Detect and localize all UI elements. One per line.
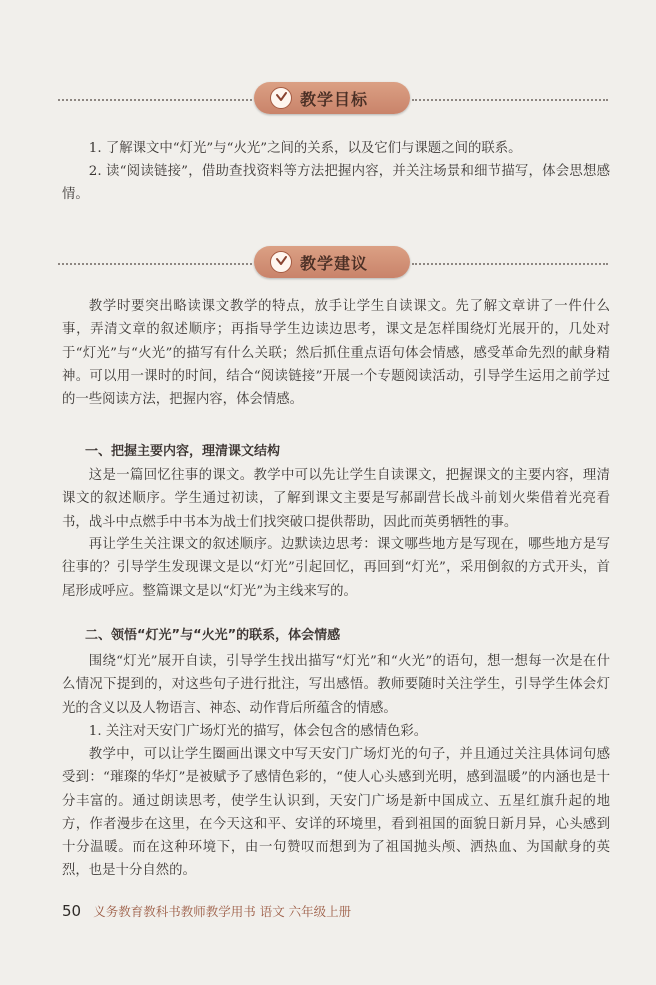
- part2-paragraph: 围绕“灯光”展开自读，引导学生找出描写“灯光”和“火光”的语句，想一想每一次是在什么情况下提到的，对这些句子进行批注，写出感悟。教师要随时关注学生，引导学生体会灯光的含义以及人物语言、神态、动作背后所蕴含的情感。: [62, 654, 610, 716]
- part2-paragraph: 教学中，可以让学生圈画出课文中写天安门广场灯光的句子，并且通过关注具体词句感受到：“璀璨的华灯”是被赋予了感情色彩的，“使人心头感到光明，感到温暖”的内涵也是十分丰富的。通过朗读思考，使学生认识到，天安门广场是新中国成立、五星红旗升起的地方，作者漫步在这里，在今天这和平、安详的环境里，看到祖国的面貌日新月异，心头感到十分温暖。而在这种环境下，由一句赞叹而想到为了祖国抛头颅、洒热血、为国献身的英烈，也是十分自然的。: [62, 747, 610, 879]
- dotted-divider: [412, 263, 608, 265]
- section-title-pill: [254, 82, 410, 114]
- section-header-objectives: [58, 82, 608, 116]
- dotted-divider: [58, 99, 252, 101]
- section-title: 教学建议: [300, 254, 369, 273]
- objective-item: 2. 读“阅读链接”，借助查找资料等方法把握内容，并关注场景和细节描写，体会思想感情。: [62, 164, 610, 203]
- section-title: 教学目标: [300, 90, 369, 109]
- checkmark-circle-icon: [270, 251, 292, 273]
- dotted-divider: [58, 263, 252, 265]
- dotted-divider: [412, 99, 608, 101]
- page-footer: [62, 902, 351, 920]
- objective-item: 1. 了解课文中“灯光”与“火光”之间的关系，以及它们与课题之间的联系。: [88, 141, 522, 156]
- section-header-suggestions: [58, 246, 608, 280]
- book-title: 义务教育教科书教师教学用书 语文 六年级上册: [93, 904, 352, 919]
- part1-paragraph: 再让学生关注课文的叙述顺序。边默读边思考：课文哪些地方是写现在，哪些地方是写往事的？引导学生发现课文是以“灯光”引起回忆，再回到“灯光”，采用倒叙的方式开头，首尾形成呼应。整篇课文是以“灯光”为主线来写的。: [62, 537, 610, 599]
- section-title-pill: [254, 246, 410, 278]
- part1-heading: 一、把握主要内容，理清课文结构: [85, 444, 281, 459]
- intro-paragraph: 教学时要突出略读课文教学的特点，放手让学生自读课文。先了解文章讲了一件什么事，弄清文章的叙述顺序；再指导学生边读边思考，课文是怎样围绕灯光展开的，几处对于“灯光”与“火光”的描写有什么关联；然后抓住重点语句体会情感，感受革命先烈的献身精神。可以用一课时的时间，结合“阅读链接”开展一个专题阅读活动，引导学生运用之前学过的一些阅读方法，把握内容，体会情感。: [62, 299, 610, 408]
- part2-point: 1. 关注对天安门广场灯光的描写，体会包含的感情色彩。: [88, 724, 428, 739]
- checkmark-circle-icon: [270, 87, 292, 109]
- page-number: 50: [62, 902, 82, 920]
- part1-paragraph: 这是一篇回忆往事的课文。教学中可以先让学生自读课文，把握课文的主要内容，理清课文的叙述顺序。学生通过初读，了解到课文主要是写郝副营长战斗前划火柴借着光亮看书，战斗中点燃手中书本为战士们找突破口提供帮助，因此而英勇牺牲的事。: [62, 468, 610, 530]
- part2-heading: 二、领悟“灯光”与“火光”的联系，体会情感: [85, 628, 341, 643]
